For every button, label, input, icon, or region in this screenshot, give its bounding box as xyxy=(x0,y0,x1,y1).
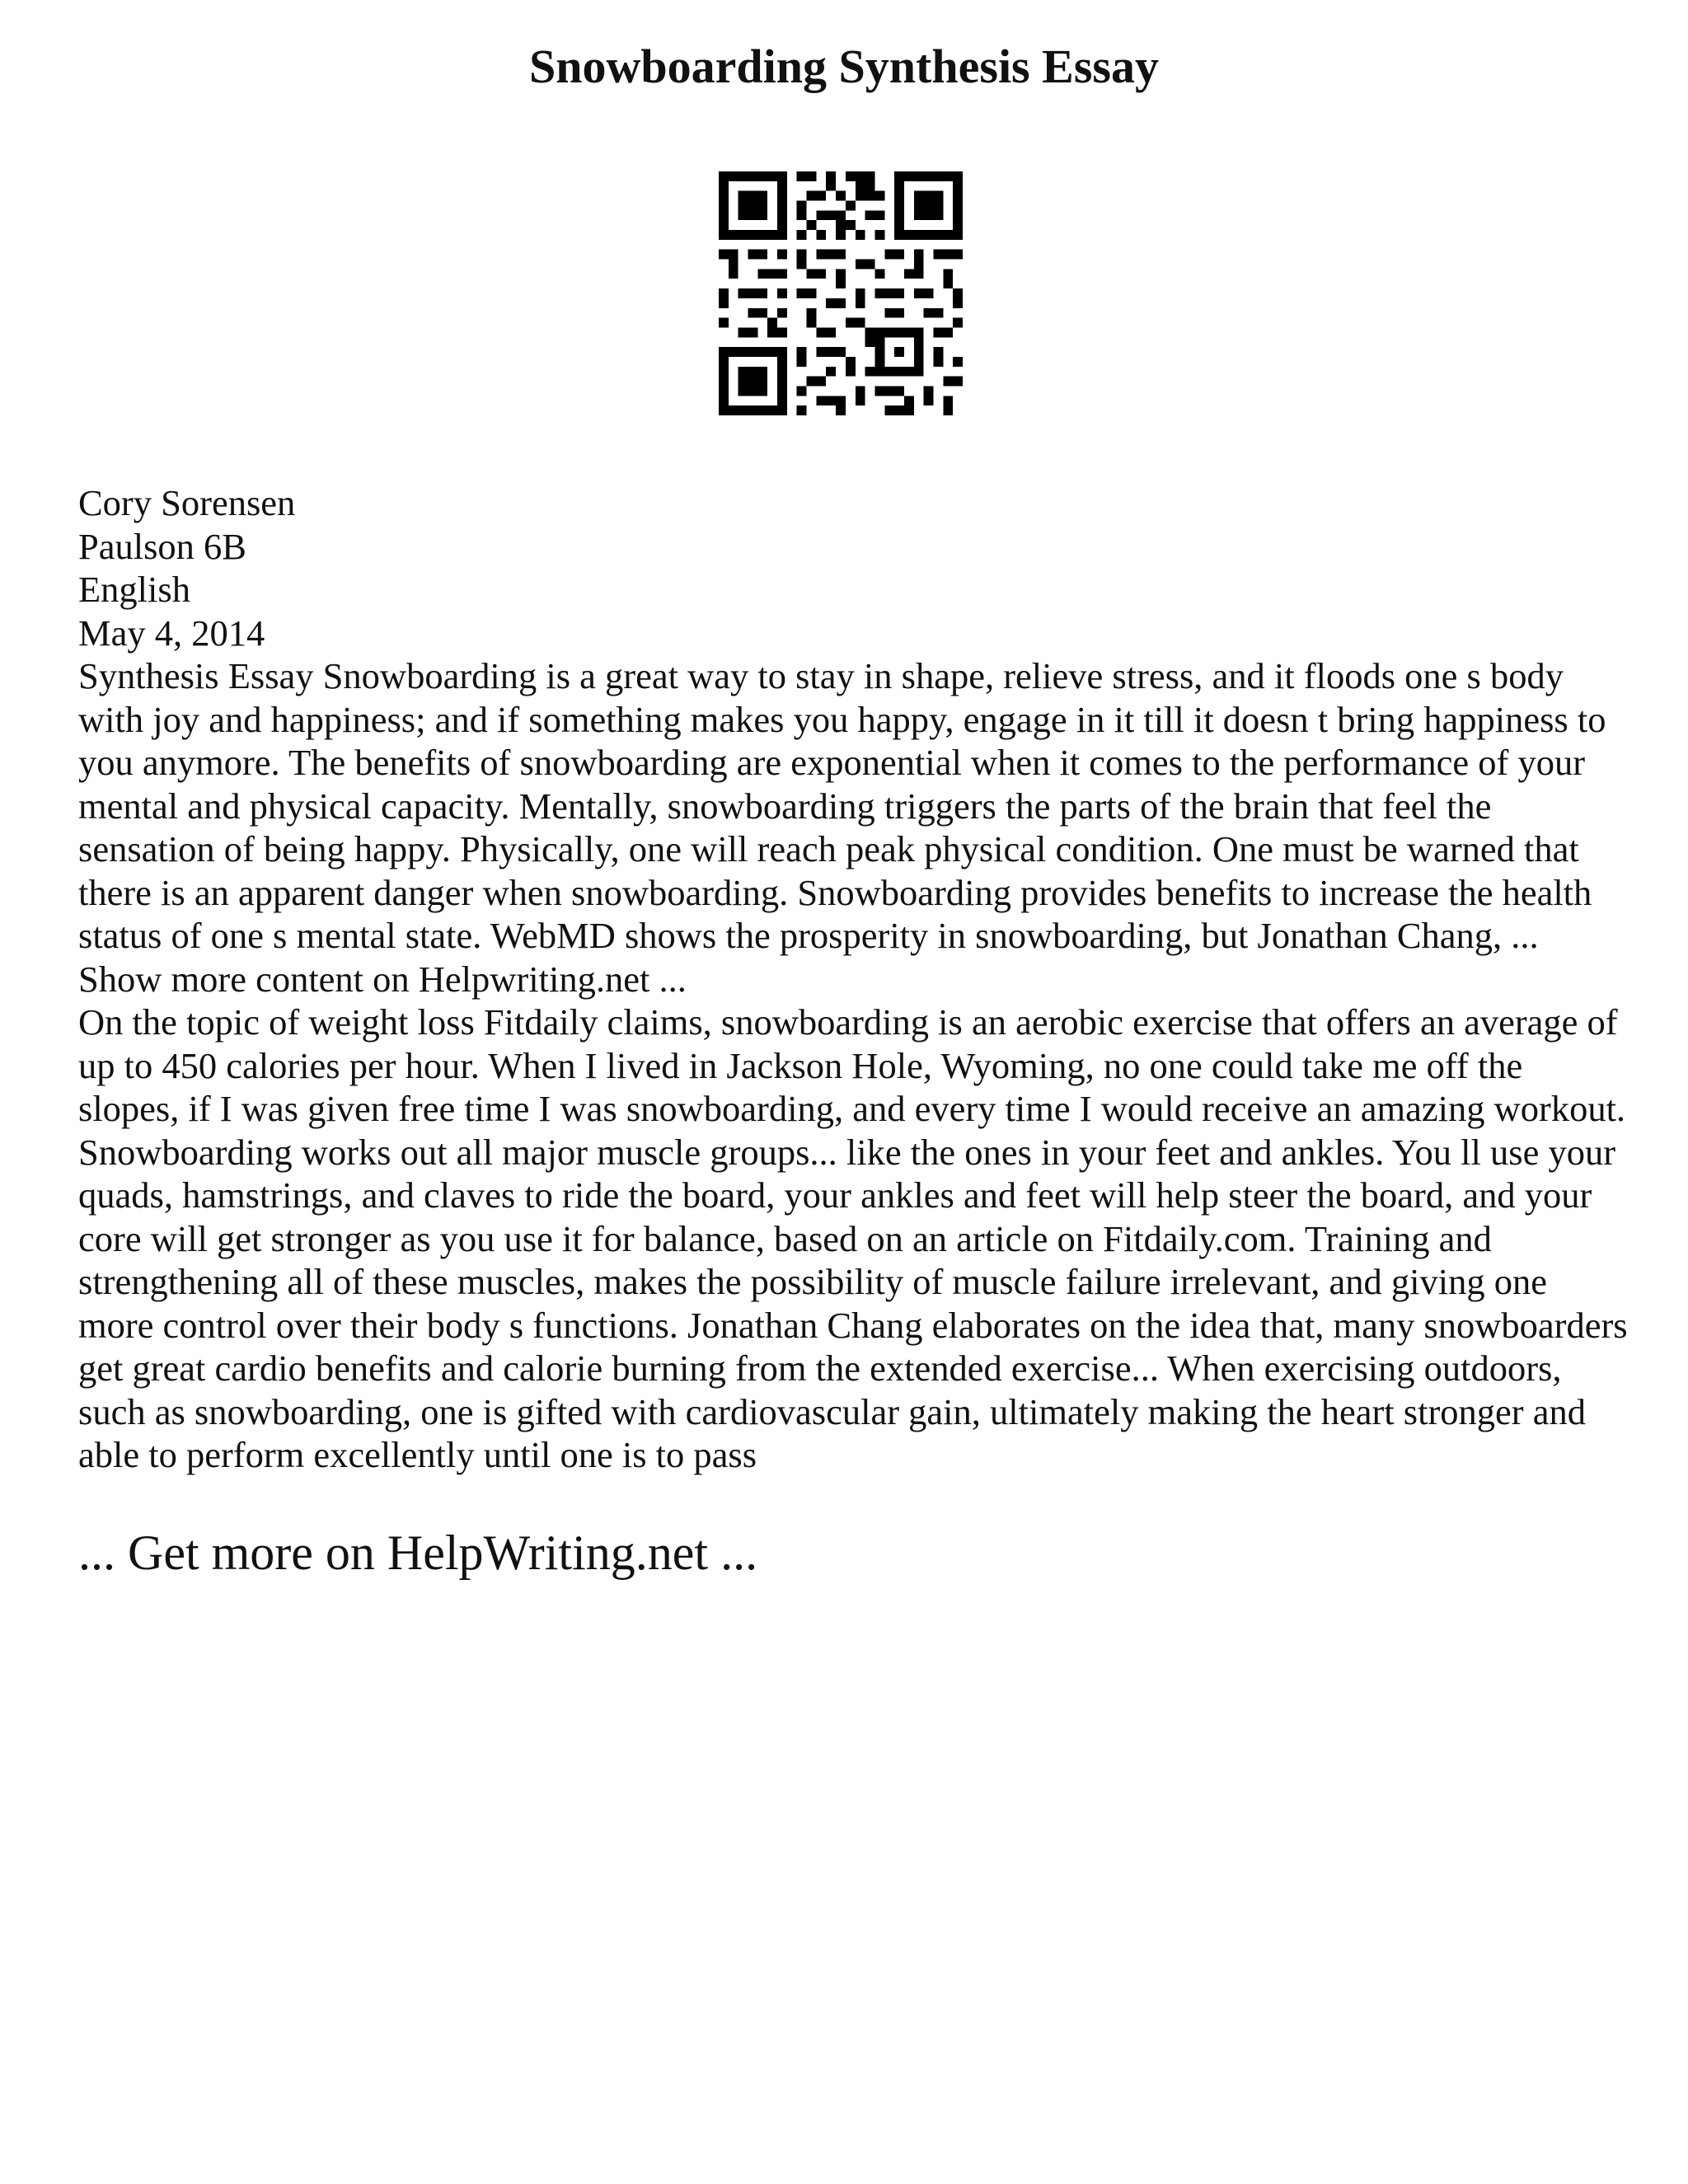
essay-body xyxy=(78,481,1628,1477)
paragraph-2: On the topic of weight loss Fitdaily claims, snowboarding is an aerobic exercise that offers an average of up to 450 calories per hour. When I lived in Jackson Hole, Wyoming, no one could take me off the slopes, if I was given free time I was snowboarding, and every time I would receive an amazing workout. Snowboarding works out all major muscle groups... like the ones in your feet and ankles. You ll use your quads, hamstrings, and claves to ride the board, your ankles and feet will help steer the board, and your core will get stronger as you use it for balance, based on an article on Fitdaily.com. Training and strengthening all of these muscles, makes the possibility of muscle failure irrelevant, and giving one more control over their body s functions. Jonathan Chang elaborates on the idea that, many snowboarders get great cardio benefits and calorie burning from the extended exercise... When exercising outdoors, such as snowboarding, one is gifted with cardiovascular gain, ultimately making the heart stronger and able to perform excellently until one is to pass xyxy=(78,1001,1628,1475)
subject: English xyxy=(78,569,190,610)
page-title: Snowboarding Synthesis Essay xyxy=(529,40,1159,93)
author-name: Cory Sorensen xyxy=(78,482,296,523)
essay-date: May 4, 2014 xyxy=(78,612,265,654)
qr-code-icon xyxy=(719,171,963,415)
get-more-link[interactable]: ... Get more on HelpWriting.net ... xyxy=(78,1526,758,1580)
class-period: Paulson 6B xyxy=(78,525,246,567)
paragraph-1: Synthesis Essay Snowboarding is a great way to stay in shape, relieve stress, and it floods one s body with joy and happiness; and if something makes you happy, engage in it till it doesn t bring happiness to you anymore. The benefits of snowboarding are exponential when it comes to the performance of your mental and physical capacity. Mentally, snowboarding triggers the parts of the brain that feel the sensation of being happy. Physically, one will reach peak physical condition. One must be warned that there is an apparent danger when snowboarding. Snowboarding provides benefits to increase the health status of one s mental state. WebMD shows the prosperity in snowboarding, but Jonathan Chang, ... Show more content on Helpwriting.net ... xyxy=(78,655,1606,1000)
